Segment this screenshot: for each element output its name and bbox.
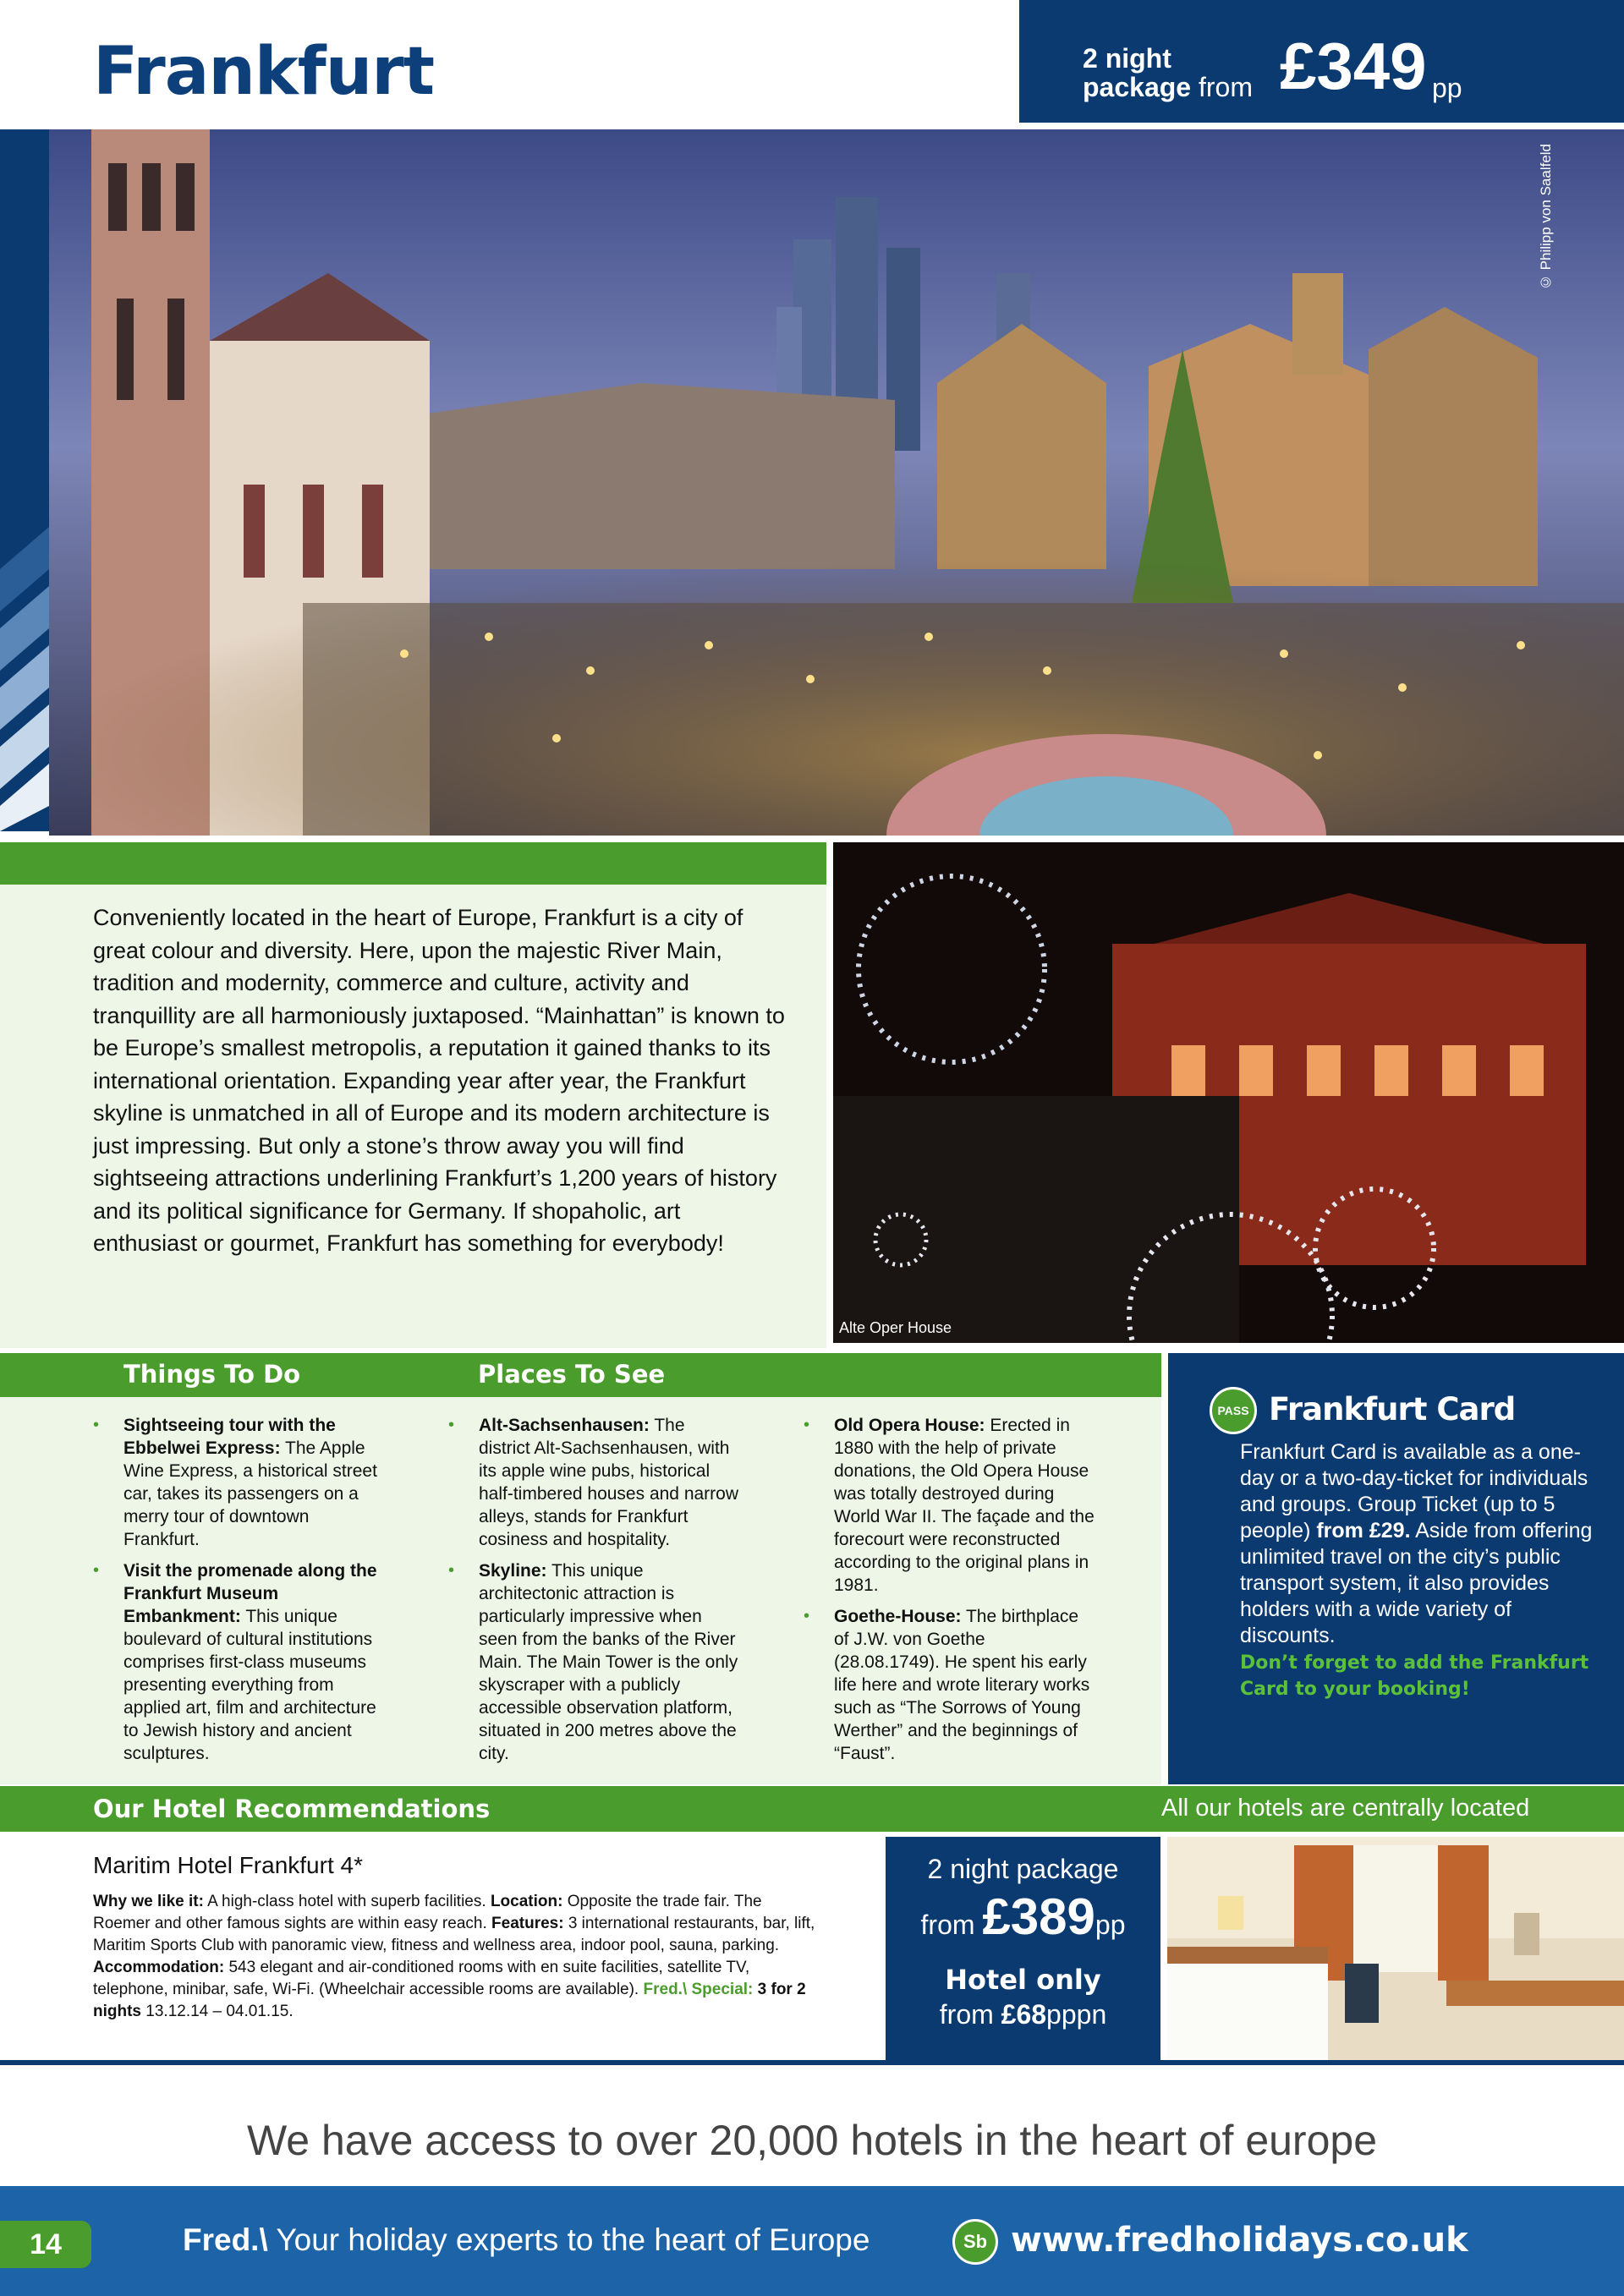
hotel-only-price <box>886 1999 1160 2030</box>
frankfurt-card-text <box>1240 1439 1595 1701</box>
price-line1: 2 night <box>1083 43 1171 74</box>
list-item <box>93 1414 385 1551</box>
places-to-see-column-2 <box>804 1414 1095 1773</box>
hotel-only-from: from <box>939 1999 1001 2030</box>
pass-icon: PASS <box>1210 1387 1257 1434</box>
package-unit: pp <box>1095 1910 1126 1940</box>
item-text: This unique boulevard of cultural institutions comprises first-class museums presenting everything from applied art, film and architecture to Jewish history and ancient sculptures. <box>123 1607 376 1763</box>
special-offer: 3 for 2 nights <box>93 1981 806 2020</box>
price-line2 <box>1083 73 1253 101</box>
package-price <box>886 1888 1160 1946</box>
things-to-do-column <box>93 1414 385 1773</box>
places-to-see-column-1 <box>448 1414 740 1773</box>
card-price: from £29. <box>1316 1519 1411 1543</box>
item-title: Old Opera House: <box>834 1416 985 1435</box>
footer-slogan-text: Your holiday experts to the heart of Europe <box>267 2222 870 2257</box>
hotel-only-label: Hotel only <box>945 1964 1101 1996</box>
photo-credit: © Philipp von Saalfeld <box>1538 144 1554 291</box>
item-text: The district Alt-Sachsenhausen, with its apple wine pubs, historical half-timbered houses and narrow alleys, stands for Frankfurt cosiness and hospitality. <box>479 1416 739 1549</box>
location-text: Opposite the trade fair. The Roemer and other famous sights are within easy reach. <box>93 1893 762 1932</box>
page-number: 14 <box>0 2221 91 2268</box>
divider <box>0 2060 1624 2065</box>
item-text: Erected in 1880 with the help of private donations, the Old Opera House was totally destroyed during World War II. The façade and the forecourt were reconstructed according to the original plans in 1981. <box>834 1416 1095 1595</box>
list-item <box>448 1414 740 1551</box>
why-text: A high-class hotel with superb facilities. <box>203 1893 491 1910</box>
hotels-note: All our hotels are centrally located <box>1161 1795 1530 1822</box>
opera-house-photo <box>833 842 1624 1343</box>
intro-green-bar <box>0 842 826 885</box>
card-text-part2: Aside from offering unlimited travel on the city’s public transport system, it also provides holders with a wide variety of discounts. <box>1240 1519 1593 1647</box>
item-text: The Apple Wine Express, a historical street car, takes its passengers on a merry tour of downtown Frankfurt. <box>123 1438 377 1549</box>
special-dates: 13.12.14 – 04.01.15. <box>141 2003 294 2020</box>
list-item <box>804 1605 1095 1765</box>
hotel-name <box>93 1852 363 1879</box>
card-highlight: Don’t forget to add the Frankfurt Card to your booking! <box>1240 1652 1589 1700</box>
item-title: Visit the promenade along the Frankfurt Museum Embankment: <box>123 1561 377 1626</box>
list-item <box>93 1559 385 1765</box>
card-text-part1: Frankfurt Card is available as a one-day or a two-day-ticket for individuals and groups. Group Ticket (up to 5 people) <box>1240 1440 1588 1543</box>
location-label: Location: <box>490 1893 563 1910</box>
list-item <box>448 1559 740 1765</box>
footer-brand: Fred.\ <box>183 2222 268 2257</box>
price-package-label: package <box>1083 72 1192 102</box>
decorative-stripes <box>0 129 49 831</box>
opera-photo-caption: Alte Oper House <box>839 1319 952 1336</box>
package-from: from <box>920 1910 983 1940</box>
item-text: The birthplace of J.W. von Goethe (28.08.1749). He spent his early life here and wrote literary works such as “The Sorrows of Young Werther” and the beginnings of “Faust”. <box>834 1607 1090 1763</box>
page-title: Frankfurt <box>93 34 435 110</box>
price-from-label: from <box>1191 72 1253 102</box>
why-label: Why we like it: <box>93 1893 204 1910</box>
package-line: 2 night package <box>927 1854 1119 1884</box>
footer-slogan <box>183 2222 870 2258</box>
tagline: We have access to over 20,000 hotels in the heart of europe <box>246 2117 1378 2164</box>
price-amount: £349 <box>1280 29 1427 103</box>
features-label: Features: <box>491 1915 564 1932</box>
hotel-name-text: Maritim Hotel Frankfurt <box>93 1852 334 1878</box>
things-to-do-heading: Things To Do <box>123 1360 301 1389</box>
hotel-description <box>93 1891 820 2023</box>
hotel-stars: 4* <box>333 1852 363 1878</box>
special-label: Fred.\ Special: <box>643 1981 754 1998</box>
price-banner <box>1019 0 1624 123</box>
list-item <box>804 1414 1095 1597</box>
hotels-heading: Our Hotel Recommendations <box>93 1795 491 1823</box>
intro-text: Conveniently located in the heart of Europe, Frankfurt is a city of great colour and diversity. Here, upon the majestic River Main, tradition and modernity, commerce and culture, activity and tranquillity are all harmoniously juxtaposed. “Mainhattan” is known to be Europe’s smallest metropolis, a reputation it gained thanks to its international orientation. Expanding year after year, the Frankfurt skyline is unmatched in all of Europe and its modern architecture is just impressing. But only a stone’s throw away you will find sightseeing attractions underlining Frankfurt’s 1,200 years of history and its political significance for Germany. If shopaholic, art enthusiast or gourmet, Frankfurt has something for everybody! <box>93 905 785 1256</box>
hotel-package-price-box <box>886 1837 1160 2061</box>
item-text: This unique architectonic attraction is particularly impressive when seen from the banks of the River Main. The Main Tower is the only skyscraper with a publicly accessible observation platform, situated in 200 metres above the city. <box>479 1561 738 1763</box>
hotel-room-photo <box>1167 1837 1624 2061</box>
accommodation-label: Accommodation: <box>93 1959 225 1976</box>
accommodation-text: 543 elegant and air-conditioned rooms with en suite facilities, satellite TV, telephone, minibar, safe, Wi-Fi. (Wheelchair accessible rooms are available). <box>93 1959 750 1998</box>
hotel-only-unit: pppn <box>1046 1999 1107 2030</box>
package-amount: £389 <box>982 1888 1095 1945</box>
item-title: Goethe-House: <box>834 1607 962 1626</box>
item-title: Sightseeing tour with the Ebbelwei Express: <box>123 1416 336 1458</box>
hotel-only-amount: £68 <box>1001 1999 1047 2030</box>
places-to-see-heading: Places To See <box>478 1360 666 1389</box>
price-unit: pp <box>1432 73 1462 103</box>
website-link[interactable]: www.fredholidays.co.uk <box>1011 2221 1468 2260</box>
item-title: Skyline: <box>479 1561 547 1581</box>
features-text: 3 international restaurants, bar, lift, Maritim Sports Club with panoramic view, fitness and wellness area, indoor pool, sauna, parking. <box>93 1915 815 1954</box>
frankfurt-card-title: Frankfurt Card <box>1269 1391 1516 1427</box>
item-title: Alt-Sachsenhausen: <box>479 1416 650 1435</box>
hero-photo-christmas-market <box>49 129 1624 836</box>
fred-logo-icon: Sb <box>952 2219 998 2265</box>
